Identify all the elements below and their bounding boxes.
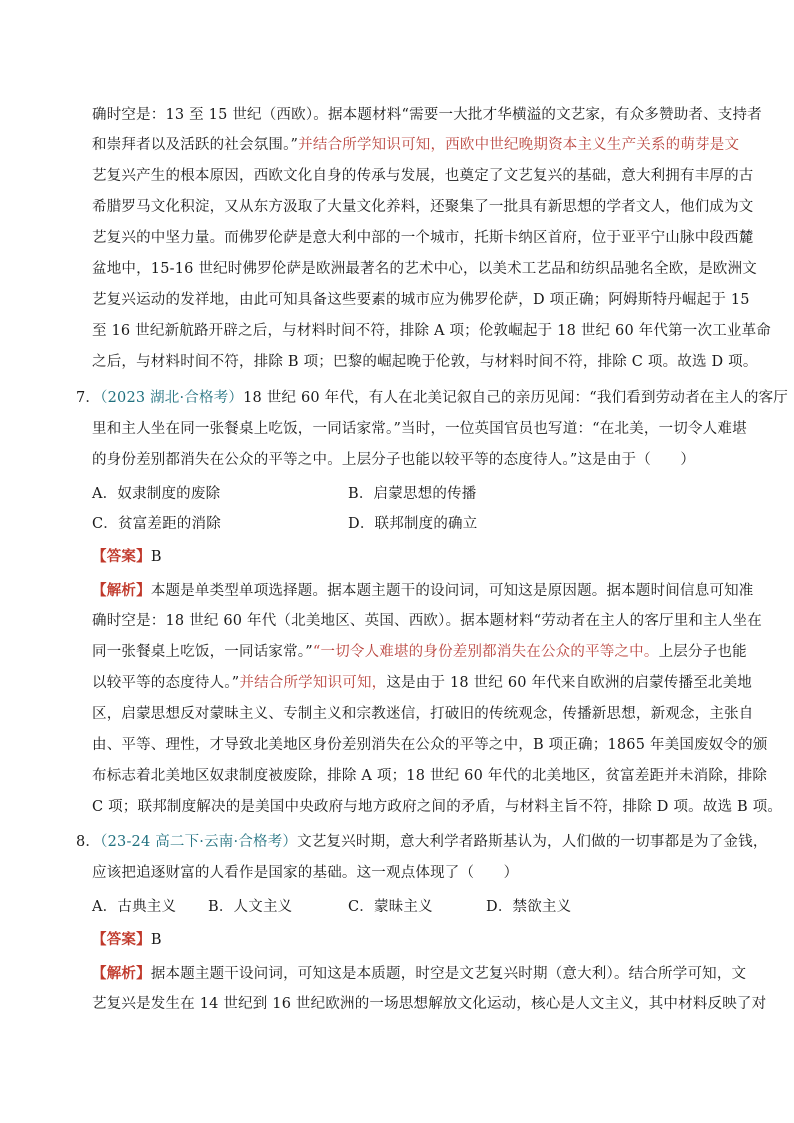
question-8-stem	[76, 827, 768, 858]
text-line: 艺复兴产生的根本原因，西欧文化自身的传承与发展，也奠定了文艺复兴的基础，意大利拥有丰厚的古	[92, 168, 754, 184]
answer-tag: 【答案】	[92, 548, 151, 565]
text-line: 区，启蒙思想反对蒙昧主义、专制主义和宗教迷信，打破旧的传统观念，传播新思想，新观念，主张自	[92, 706, 754, 722]
option-c: C．蒙昧主义	[348, 899, 433, 915]
question-number: 7．	[76, 390, 101, 406]
question-number: 8．	[76, 834, 101, 850]
answer-line	[92, 541, 716, 572]
text-span: 以较平等的态度待人。”	[92, 675, 240, 691]
text-line: C 项；联邦制度解决的是美国中央政府与地方政府之间的矛盾，与材料主旨不符，排除 D 项。故选 B 项。	[92, 799, 783, 815]
text-line: 布标志着北美地区奴隶制度被废除，排除 A 项；18 世纪 60 年代的北美地区，贫富差距并未消除，排除	[92, 768, 768, 784]
text-line: 确时空是：13 至 15 世纪（西欧）。据本题材料“需要一大批才华横溢的文艺家，有众多赞助者、支持者	[92, 107, 762, 123]
text-line: 的身份差别都消失在公众的平等之中。上层分子也能以较平等的态度待人。”这是由于（ ）	[92, 452, 696, 468]
text-line: 确时空是：18 世纪 60 年代（北美地区、英国、西欧）。据本题材料“劳动者在主人的客厅里和主人坐在	[92, 613, 762, 629]
text-span: 文艺复兴时期，意大利学者路斯基认为，人们做的一切事都是为了金钱，	[297, 834, 768, 850]
text-line: 艺复兴的中坚力量。而佛罗伦萨是意大利中部的一个城市，托斯卡纳区首府，位于亚平宁山脉中段西麓	[92, 230, 754, 246]
analysis-tag: 【解析】	[92, 965, 151, 982]
option-c: C．贫富差距的消除	[92, 516, 221, 532]
option-b: B．人文主义	[208, 899, 293, 915]
text-line: 至 16 世纪新航路开辟之后，与材料时间不符，排除 A 项；伦敦崛起于 18 世纪 60 年代第一次工业革命	[92, 323, 771, 339]
highlighted-text: “一切令人难堪的身份差别都消失在公众的平等之中。	[312, 644, 659, 660]
text-span: 据本题主题干设问词，可知这是本质题，时空是文艺复兴时期（意大利）。结合所学可知，文	[150, 966, 747, 982]
text-line	[92, 130, 740, 161]
analysis-tag: 【解析】	[92, 582, 151, 599]
text-line: 盆地中，15-16 世纪时佛罗伦萨是欧洲最著名的艺术中心，以美术工艺品和纺织品驰名全欧，是欧洲文	[92, 261, 758, 277]
text-span: 上层分子也能	[658, 644, 747, 660]
answer-tag: 【答案】	[92, 931, 151, 948]
text-line: 之后，与材料时间不符，排除 B 项；巴黎的崛起晚于伦敦，与材料时间不符，排除 C 项。故选 D 项。	[92, 354, 758, 370]
question-source-tag: （2023 湖北·合格考）	[100, 390, 244, 406]
text-line: 艺复兴是发生在 14 世纪到 16 世纪欧洲的一场思想解放文化运动，核心是人文主义，其中材料反映了对	[92, 996, 767, 1012]
options-row	[92, 479, 716, 510]
question-source-tag: （23-24 高二下·云南·合格考）	[100, 834, 298, 850]
text-line: 里和主人坐在同一张餐桌上吃饭，一同话家常。”当时，一位英国官员也写道：“在北美，一切令人难堪	[92, 421, 747, 437]
option-a: A．古典主义	[92, 899, 177, 915]
text-line: 应该把追逐财富的人看作是国家的基础。这一观点体现了（ ）	[92, 865, 519, 881]
text-span: 本题是单类型单项选择题。据本题主题干的设问词，可知这是原因题。据本题时间信息可知准	[150, 583, 754, 599]
text-line	[92, 637, 747, 668]
text-span: 同一张餐桌上吃饭，一同话家常。”	[92, 644, 313, 660]
text-line: 希腊罗马文化积淀，又从东方汲取了大量文化养料，还聚集了一批具有新思想的学者文人，他们成为文	[92, 199, 754, 215]
analysis-line	[92, 958, 747, 989]
question-7-stem	[76, 383, 788, 414]
options-row	[92, 892, 716, 923]
option-d: D．联邦制度的确立	[348, 516, 478, 532]
text-span: 这是由于 18 世纪 60 年代来自欧洲的启蒙传播至北美地	[386, 675, 753, 691]
text-line: 由、平等、理性，才导致北美地区身份差别消失在公众的平等之中，B 项正确；1865 年美国废奴令的颁	[92, 737, 768, 753]
text-line: 艺复兴运动的发祥地，由此可知具备这些要素的城市应为佛罗伦萨，D 项正确；阿姆斯特丹崛起于 15	[92, 292, 750, 308]
option-b: B．启蒙思想的传播	[348, 486, 477, 502]
text-span: 18 世纪 60 年代，有人在北美记叙自己的亲历见闻：“我们看到劳动者在主人的客厅	[243, 390, 788, 406]
answer-value: B	[150, 549, 162, 565]
answer-line	[92, 924, 716, 955]
option-a: A．奴隶制度的废除	[92, 486, 221, 502]
highlighted-text: 并结合所学知识可知，西欧中世纪晚期资本主义生产关系的萌芽是文	[298, 137, 740, 153]
text-line	[92, 668, 753, 699]
options-row	[92, 509, 716, 540]
text-span: 和崇拜者以及活跃的社会氛围。”	[92, 137, 299, 153]
option-d: D．禁欲主义	[486, 899, 572, 915]
highlighted-text: 并结合所学知识可知，	[239, 675, 387, 691]
analysis-line	[92, 575, 754, 606]
answer-value: B	[150, 932, 162, 948]
